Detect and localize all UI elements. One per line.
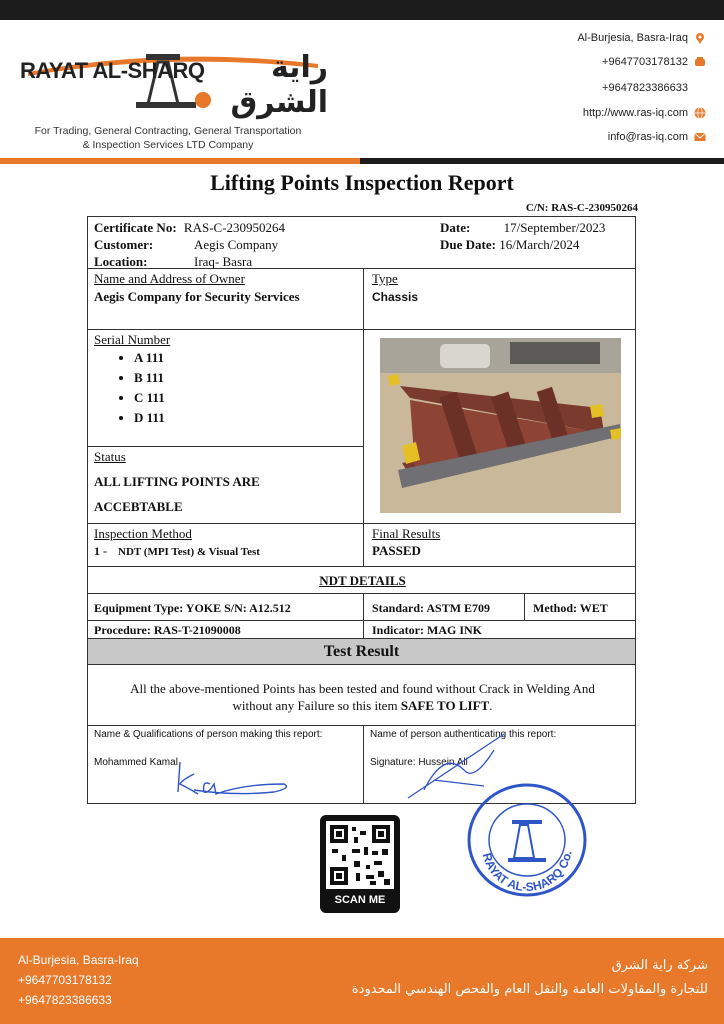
contact-phone2[interactable]: +9647823386633 [602, 82, 688, 94]
location-row: Location: Iraq- Basra [94, 254, 253, 269]
footer-contacts [18, 950, 139, 1010]
due-date-row: Due Date: 16/March/2024 [440, 237, 580, 252]
cn-number: C/N: RAS-C-230950264 [525, 202, 638, 214]
cert-info-cell [87, 216, 636, 269]
serial-cell [87, 329, 364, 447]
maker-label: Name & Qualifications of person making this report: [94, 729, 323, 740]
type-label: Type [372, 271, 398, 286]
photo-cell [363, 329, 636, 524]
owner-label: Name and Address of Owner [94, 271, 245, 286]
chassis-photo [380, 338, 621, 513]
qr-label: SCAN ME [334, 894, 386, 906]
svg-text:RAYAT AL-SHARQ Co.: RAYAT AL-SHARQ Co. [479, 849, 575, 895]
footer-address: Al-Burjesia, Basra-Iraq [18, 953, 139, 967]
ndt-title-cell [87, 566, 636, 594]
report-table [87, 216, 636, 804]
owner-value: Aegis Company for Security Services [94, 289, 300, 304]
standard-value: Standard: ASTM E709 [372, 601, 491, 615]
maker-signature [174, 754, 294, 798]
maker-cell [87, 725, 364, 804]
equipment-value: Equipment Type: YOKE S/N: A12.512 [94, 601, 291, 615]
standard-cell [363, 593, 525, 621]
indicator-cell [363, 620, 636, 639]
type-cell [363, 268, 636, 330]
indicator-value: Indicator: MAG INK [372, 623, 482, 637]
method-value-row: 1 - NDT (MPI Test) & Visual Test [94, 544, 260, 558]
footer-phone2[interactable]: +9647823386633 [18, 993, 112, 1007]
globe-icon [694, 107, 706, 119]
footer [0, 938, 724, 1024]
final-value: PASSED [372, 543, 421, 558]
company-tagline: For Trading, General Contracting, General Transportation & Inspection Services LTD Company [34, 125, 302, 151]
serial-item: • A 111 [134, 348, 165, 368]
serial-item: • B 111 [134, 368, 165, 388]
method-label: Inspection Method [94, 526, 192, 541]
footer-arabic-desc: للتجارة والمقاولات العامة والنقل العام والفحص الهندسي المحدودة [351, 982, 708, 997]
footer-arabic-name: شركة راية الشرق [611, 958, 708, 973]
procedure-cell [87, 620, 364, 639]
final-label: Final Results [372, 526, 441, 541]
test-result-body [87, 664, 636, 726]
status-label: Status [94, 449, 126, 464]
report-title: Lifting Points Inspection Report [210, 170, 514, 195]
logo-text-en: RAYAT AL-SHARQ [20, 58, 205, 83]
auth-label: Name of person authenticating this report: [370, 729, 557, 740]
ndt-title: NDT DETAILS [319, 573, 406, 588]
company-stamp [462, 780, 592, 902]
certificate-row: Certificate No: RAS-C-230950264 [94, 220, 286, 235]
company-logo [18, 24, 328, 124]
contact-phone1[interactable]: +9647703178132 [602, 56, 706, 68]
serial-item: • C 111 [134, 388, 165, 408]
equipment-cell [87, 593, 364, 621]
serial-list [88, 348, 165, 428]
header-divider-orange [0, 158, 360, 164]
serial-label: Serial Number [94, 332, 171, 347]
footer-arabic [352, 954, 708, 1002]
contact-website[interactable]: http://www.ras-iq.com [583, 107, 706, 119]
serial-item: • D 111 [134, 408, 165, 428]
footer-phone1[interactable]: +9647703178132 [18, 973, 112, 987]
status-cell [87, 446, 364, 524]
customer-row: Customer: Aegis Company [94, 237, 279, 252]
header-divider-dark [360, 158, 724, 164]
status-line2: ACCEBTABLE [94, 499, 183, 514]
logo-text-ar: راية الشرق [230, 50, 328, 120]
contact-address: Al-Burjesia, Basra-Iraq [577, 32, 706, 44]
contact-email[interactable]: info@ras-iq.com [608, 131, 706, 143]
final-cell [363, 523, 636, 567]
qr-pattern [326, 821, 394, 889]
method-wet-cell [524, 593, 636, 621]
method-cell [87, 523, 364, 567]
test-result-header: Test Result [87, 638, 636, 665]
owner-cell [87, 268, 364, 330]
auth-signature-label: Signature: Hussein Ali [370, 757, 468, 768]
mail-icon [694, 131, 706, 143]
type-value: Chassis [372, 290, 419, 304]
top-bar [0, 0, 724, 20]
test-result-text: All the above-mentioned Points has been tested and found without Crack in Welding And without any Failure so this item SAFE TO LIFT. [130, 681, 595, 713]
qr-code[interactable] [320, 815, 400, 913]
location-pin-icon [694, 32, 706, 44]
method-wet-value: Method: WET [533, 601, 608, 615]
procedure-value: Procedure: RAS-T-21090008 [94, 623, 241, 637]
date-row: Date: 17/September/2023 [440, 220, 606, 235]
maker-name: Mohammed Kamal [94, 757, 178, 768]
phone-icon [694, 56, 706, 68]
status-line1: ALL LIFTING POINTS ARE [94, 474, 260, 489]
